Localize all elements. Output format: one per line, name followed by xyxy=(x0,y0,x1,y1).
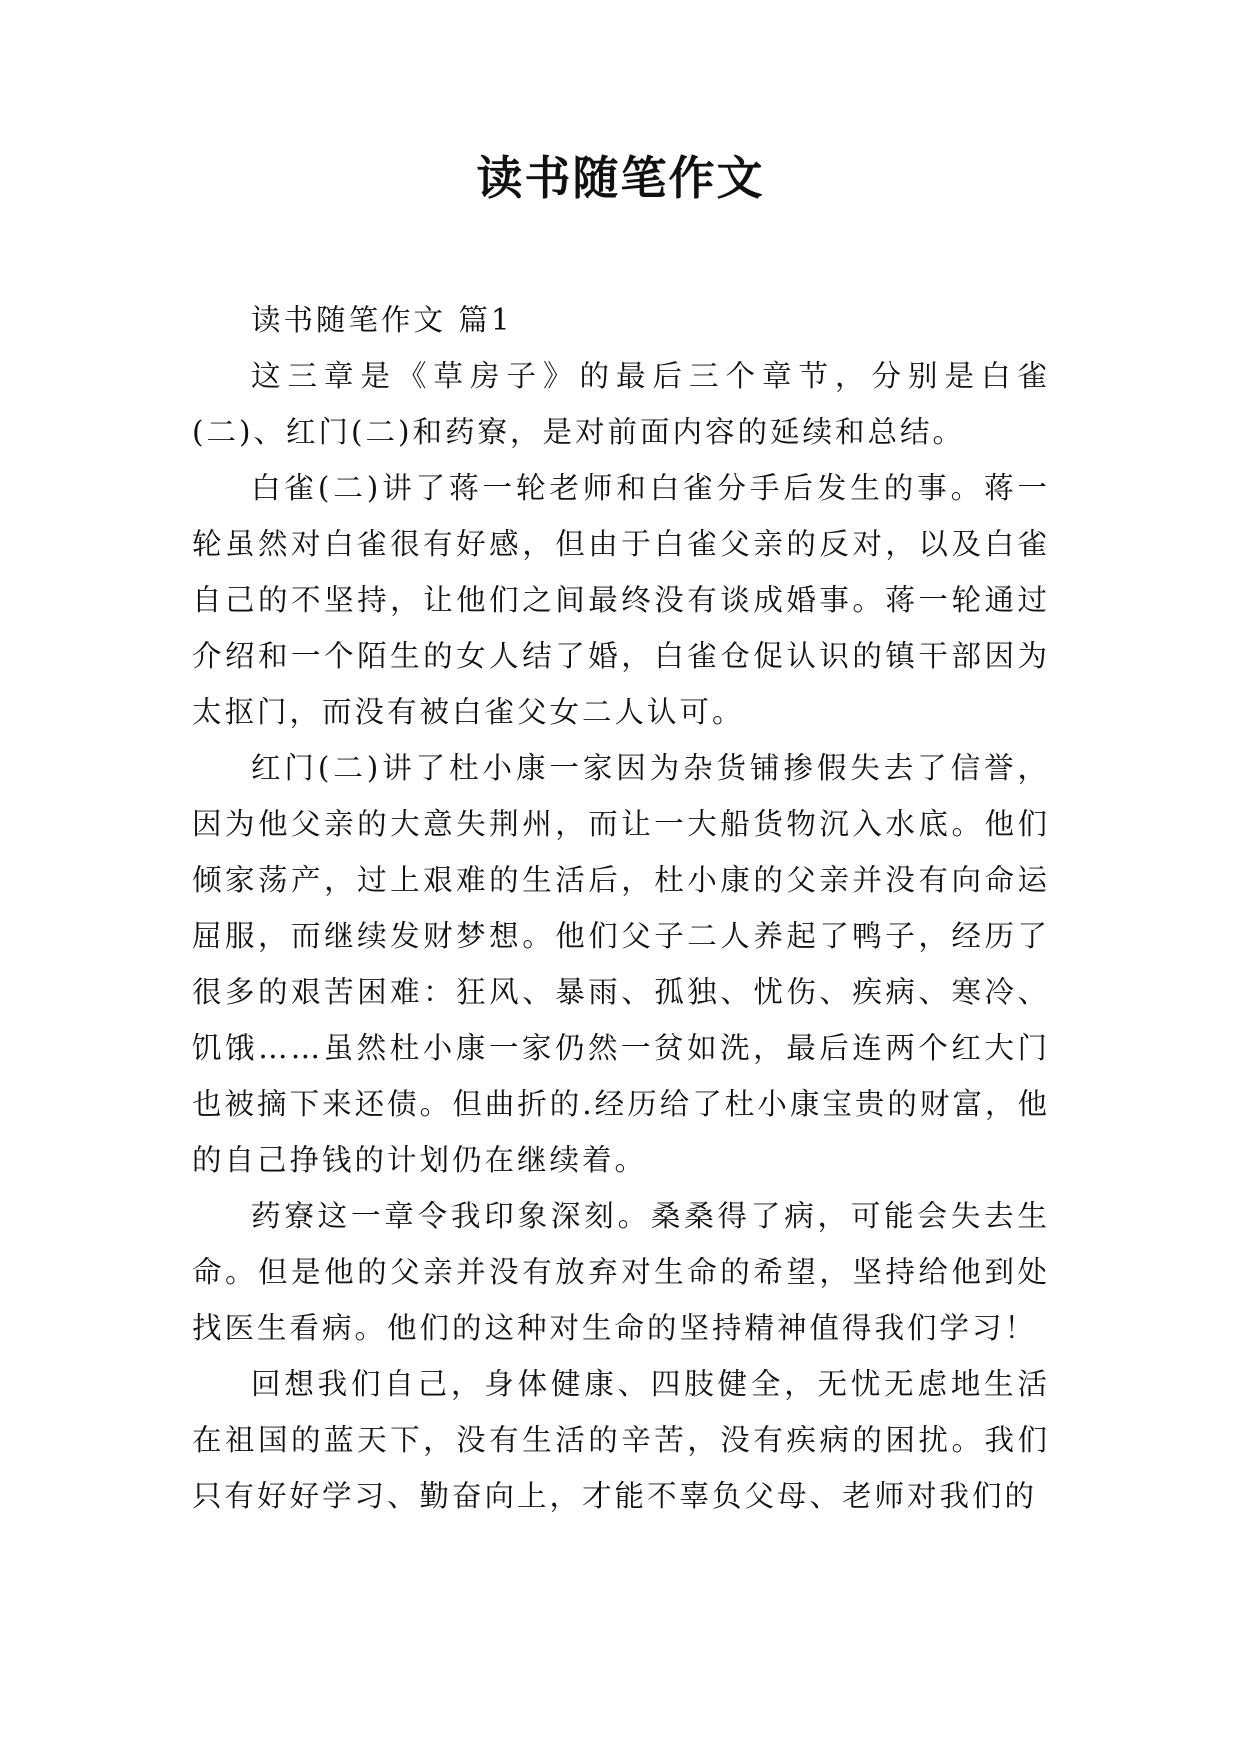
paragraph-1: 这三章是《草房子》的最后三个章节，分别是白雀(二)、红门(二)和药寮，是对前面内容的延续和总结。 xyxy=(192,359,1050,449)
document-title: 读书随笔作文 xyxy=(476,151,765,205)
paragraph-5: 回想我们自己，身体健康、四肢健全，无忧无虑地生活在祖国的蓝天下，没有生活的辛苦，没有疾病的困扰。我们只有好好学习、勤奋向上，才能不辜负父母、老师对我们的 xyxy=(192,1367,1050,1513)
document-body xyxy=(192,292,1050,1524)
section-heading: 读书随笔作文 篇1 xyxy=(251,303,513,337)
paragraph-4: 药寮这一章令我印象深刻。桑桑得了病，可能会失去生命。但是他的父亲并没有放弃对生命的希望，坚持给他到处找医生看病。他们的这种对生命的坚持精神值得我们学习！ xyxy=(192,1199,1050,1345)
paragraph-3: 红门(二)讲了杜小康一家因为杂货铺掺假失去了信誉，因为他父亲的大意失荆州，而让一大船货物沉入水底。他们倾家荡产，过上艰难的生活后，杜小康的父亲并没有向命运屈服，而继续发财梦想。他们父子二人养起了鸭子，经历了很多的艰苦困难：狂风、暴雨、孤独、忧伤、疾病、寒冷、饥饿……虽然杜小康一家仍然一贫如洗，最后连两个红大门也被摘下来还债。但曲折的.经历给了杜小康宝贵的财富，他的自己挣钱的计划仍在继续着。 xyxy=(192,751,1050,1177)
paragraph-2: 白雀(二)讲了蒋一轮老师和白雀分手后发生的事。蒋一轮虽然对白雀很有好感，但由于白雀父亲的反对，以及白雀自己的不坚持，让他们之间最终没有谈成婚事。蒋一轮通过介绍和一个陌生的女人结了婚，白雀仓促认识的镇干部因为太抠门，而没有被白雀父女二人认可。 xyxy=(192,471,1050,729)
